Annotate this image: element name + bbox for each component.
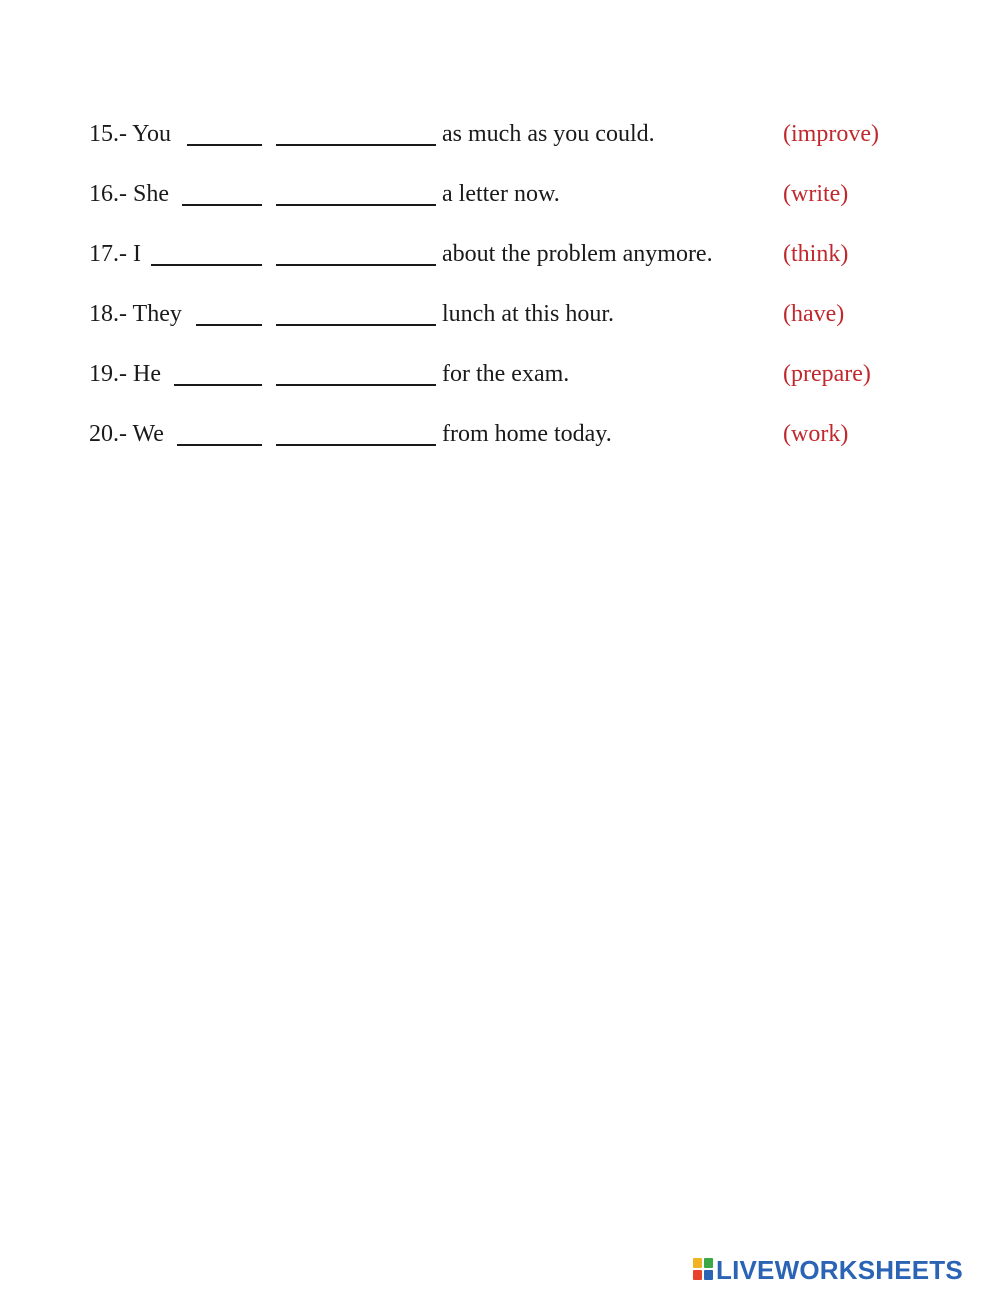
exercise-number-subject: 15.- You: [89, 121, 172, 147]
exercise-number-subject: 18.- They: [89, 301, 182, 327]
auxiliary-blank[interactable]: [187, 144, 262, 146]
verb-hint: (work): [783, 421, 849, 447]
exercise-row-15: [89, 118, 909, 150]
exercise-row-17: [89, 238, 909, 270]
exercise-row-16: [89, 178, 909, 210]
exercise-row-19: [89, 358, 909, 390]
exercise-number-subject: 19.- He: [89, 361, 161, 387]
auxiliary-blank[interactable]: [182, 204, 262, 206]
exercise-sentence-rest: for the exam.: [442, 361, 570, 387]
liveworksheets-logo[interactable]: [693, 1255, 993, 1285]
verb-hint: (prepare): [783, 361, 871, 387]
exercise-sentence-rest: a letter now.: [442, 181, 560, 207]
verb-blank[interactable]: [276, 204, 436, 206]
auxiliary-blank[interactable]: [151, 264, 262, 266]
auxiliary-blank[interactable]: [174, 384, 262, 386]
verb-hint: (think): [783, 241, 849, 267]
exercise-number-subject: 17.- I: [89, 241, 141, 267]
auxiliary-blank[interactable]: [196, 324, 262, 326]
exercise-number-subject: 16.- She: [89, 181, 169, 207]
verb-blank[interactable]: [276, 264, 436, 266]
exercise-row-18: [89, 298, 909, 330]
exercise-number-subject: 20.- We: [89, 421, 164, 447]
verb-blank[interactable]: [276, 384, 436, 386]
exercise-sentence-rest: from home today.: [442, 421, 612, 447]
verb-hint: (improve): [783, 121, 879, 147]
verb-blank[interactable]: [276, 444, 436, 446]
exercise-sentence-rest: about the problem anymore.: [442, 241, 713, 267]
exercise-sentence-rest: lunch at this hour.: [442, 301, 614, 327]
verb-hint: (have): [783, 301, 845, 327]
exercise-row-20: [89, 418, 909, 450]
exercise-sentence-rest: as much as you could.: [442, 121, 655, 147]
verb-hint: (write): [783, 181, 849, 207]
verb-blank[interactable]: [276, 324, 436, 326]
verb-blank[interactable]: [276, 144, 436, 146]
auxiliary-blank[interactable]: [177, 444, 262, 446]
logo-text: LIVEWORKSHEETS: [716, 1255, 963, 1285]
logo-mark-icon: [693, 1258, 713, 1280]
